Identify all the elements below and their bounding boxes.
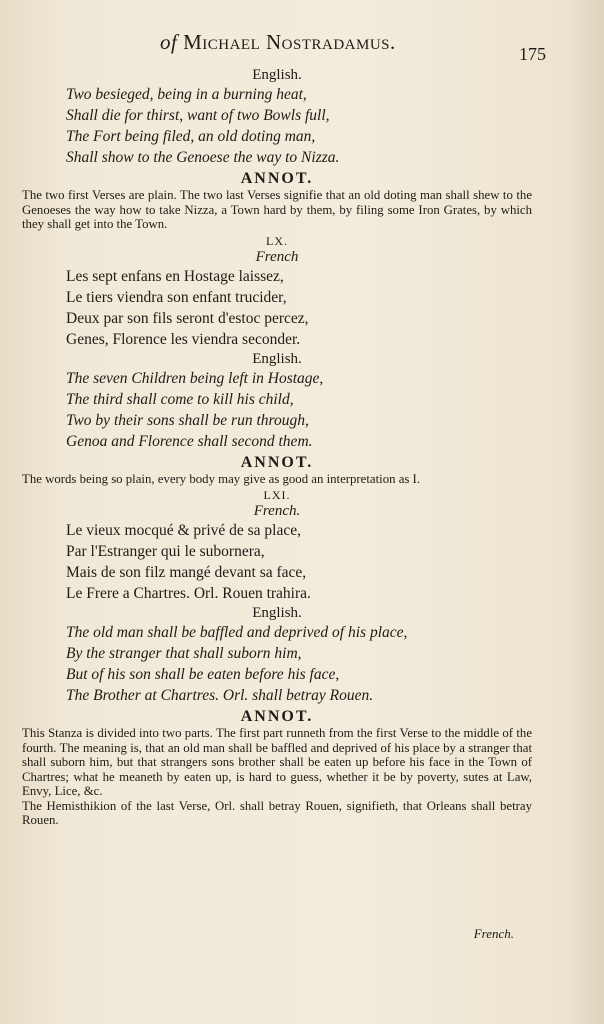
verse-line: Shall show to the Genoese the way to Nizza. [66, 149, 340, 166]
verse-line: But of his son shall be eaten before his face, [66, 666, 340, 683]
page-body [22, 66, 532, 828]
verse-line: Les sept enfans en Hostage laissez, [66, 267, 284, 285]
stanza-number-60: LX. [266, 233, 288, 248]
verse-line: Mais de son filz mangé devant sa face, [66, 564, 307, 581]
french-verse-60 [66, 266, 532, 350]
english-label-61: English. [252, 605, 302, 621]
annot-heading-59: ANNOT. [240, 170, 314, 187]
page-number: 175 [519, 44, 546, 64]
verse-line: The third shall come to kill his child, [66, 390, 294, 408]
verse-line: Two besieged, being in a burning heat, [66, 86, 307, 103]
catchword: French. [473, 926, 514, 941]
verse-line: Shall die for thirst, want of two Bowls full, [66, 107, 330, 124]
french-label-60: French [255, 248, 299, 265]
verse-line: Genoa and Florence shall second them. [66, 432, 313, 450]
annotation-60: The words being so plain, every body may give as good an interpretation as I. [22, 471, 421, 486]
header-title: Michael Nostradamus. [183, 30, 396, 54]
verse-line: The seven Children being left in Hostage, [66, 369, 324, 387]
verse-line: Le tiers viendra son enfant trucider, [66, 288, 287, 306]
verse-line: Le Frere a Chartres. Orl. Rouen trahira. [66, 585, 311, 602]
annot-heading-61: ANNOT. [240, 708, 314, 725]
annotation-59: The two first Verses are plain. The two last Verses signifie that an old doting man shall shew to the Genoeses the way how to take Nizza, a Town hard by them, by filing some Iron Grates, by which they shall get into the Town. [22, 188, 532, 231]
verse-line: Le vieux mocqué & privé de sa place, [66, 522, 301, 539]
stanza-number-61: LXI. [263, 488, 291, 502]
page-gutter-shadow [564, 0, 604, 1024]
verse-line: By the stranger that shall suborn him, [66, 645, 302, 662]
annotation-61-part1: This Stanza is divided into two parts. The first part runneth from the first Verse to the middle of the fourth. The meaning is, that an old man shall be baffled and deprived of his place by a stranger that shall suborn him, but that strangers sons brother shall be eaten up before his face in the Town of Chartres; what he meaneth by eaten up, is hard to guess, whether it be by poverty, sutes at Law, Envy, Lice, &c. [22, 726, 532, 798]
verse-line: The old man shall be baffled and deprived of his place, [66, 624, 408, 641]
verse-line: Genes, Florence les viendra seconder. [66, 330, 301, 348]
verse-line: Par l'Estranger qui le subornera, [66, 543, 265, 560]
french-verse-61 [66, 520, 532, 604]
annotation-61-part2: The Hemisthikion of the last Verse, Orl. shall betray Rouen, signifieth, that Orleans shall betray Rouen. [22, 798, 532, 827]
english-verse-60 [66, 368, 532, 452]
english-label-60: English. [252, 350, 302, 367]
verse-line: The Fort being filed, an old doting man, [66, 128, 316, 145]
verse-line: Two by their sons shall be run through, [66, 411, 309, 429]
english-label-59: English. [252, 67, 302, 83]
running-header [160, 30, 396, 55]
verse-line: The Brother at Chartres. Orl. shall betray Rouen. [66, 687, 374, 704]
english-verse-59 [66, 84, 532, 168]
french-label-61: French. [253, 503, 301, 519]
english-verse-61 [66, 622, 532, 706]
annot-heading-60: ANNOT. [240, 453, 314, 471]
header-prefix: of [160, 30, 178, 54]
verse-line: Deux par son fils seront d'estoc percez, [66, 309, 309, 327]
